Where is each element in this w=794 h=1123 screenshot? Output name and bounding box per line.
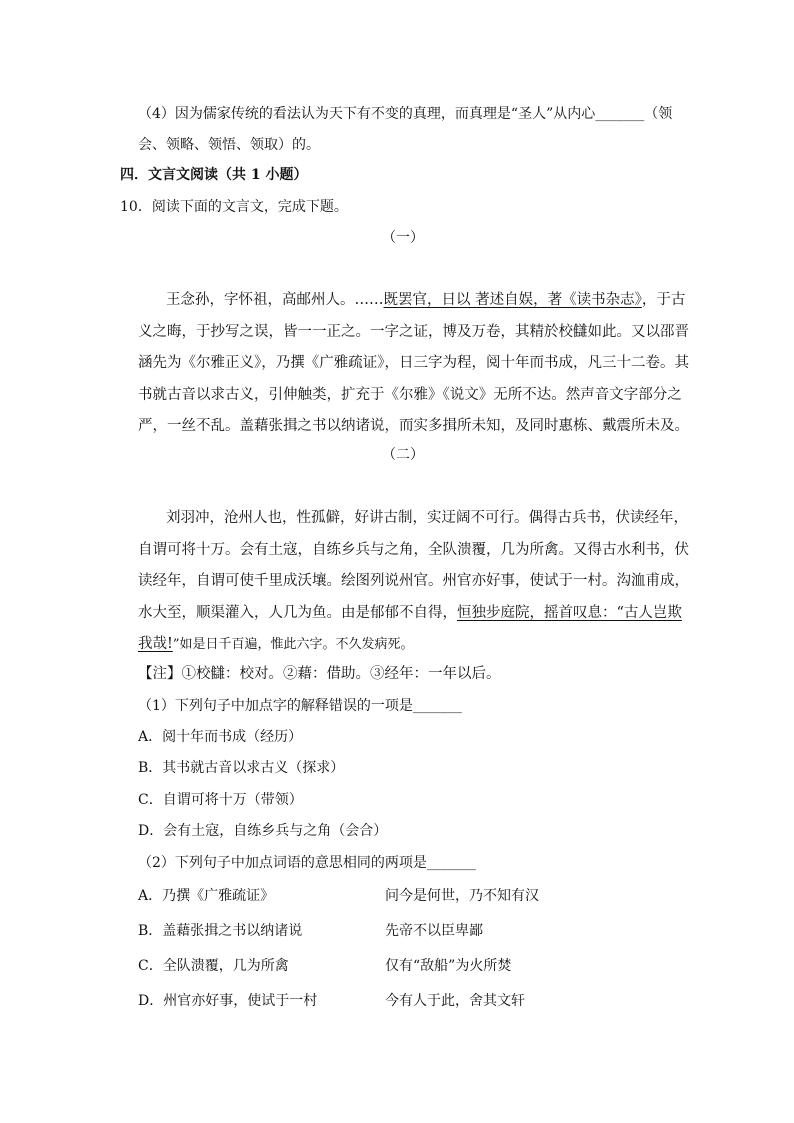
- passage2-line: [138, 598, 682, 630]
- passage2-line: 自谓可将十万。会有土寇，自练乡兵与之角，全队溃覆，几为所禽。又得古水利书，伏: [138, 541, 689, 558]
- underlined-sentence: 我哉!: [138, 636, 173, 652]
- sub2-option-b-right: 先帝不以臣卑鄙: [385, 923, 483, 939]
- passage2-body: [138, 503, 689, 661]
- sub2-option-b-left: B．盖藉张揖之书以纳诸说: [138, 923, 303, 939]
- sub2-option-d-right: 今有人于此，舍其文轩: [385, 993, 525, 1009]
- sub1-option-b: B．其书就古音以求古义（探求）: [138, 760, 345, 776]
- sub2-option-c-right: 仅有“敌船”为火所焚: [385, 958, 512, 974]
- passage2-title: （二）: [382, 447, 424, 463]
- q4-line1: （4）因为儒家传统的看法认为天下有不变的真理，而真理是“圣人”从内心_______（领: [138, 106, 673, 122]
- passage2-line: 读经年，自谓可使千里成沃壤。绘图列说州官。州官亦好事，使试于一村。沟洫甫成，: [138, 573, 689, 589]
- passage2-line: [138, 629, 658, 661]
- passage1-line: [138, 285, 686, 317]
- q4-line2: 会、领略、领悟、领取）的。: [138, 137, 320, 153]
- section-heading: 四．文言文阅读（共 1 小题）: [120, 167, 308, 183]
- sub1-stem: （1）下列句子中加点字的解释错误的一项是_______: [138, 698, 462, 714]
- passage1-text: 王念孙，字怀祖，高邮州人。……: [166, 292, 384, 308]
- sub2-option-a-left: A．乃撰《广雅疏证》: [138, 888, 275, 904]
- passage1-line: 书就古音以求古义，引伸触类，扩充于《尔雅》《说文》无所不达。然声音文字部分之: [138, 386, 682, 403]
- sub2-option-c-left: C．全队溃覆，几为所禽: [138, 958, 289, 974]
- passage1-title: （一）: [382, 230, 424, 246]
- underlined-sentence: 恒独步庭院，摇首叹息：“古人岂欺: [457, 604, 682, 621]
- sub2-stem: （2）下列句子中加点词语的意思相同的两项是_______: [138, 855, 476, 871]
- sub2-option-a-right: 问今是何世，乃不知有汉: [385, 888, 539, 904]
- passage1-text: ，于古: [641, 292, 686, 308]
- passage1-body: [138, 285, 689, 443]
- passage1-line: 义之晦，于抄写之误，皆一一正之。一字之证，博及万卷，其精於校讎如此。又以邵晋: [138, 323, 689, 340]
- passage2-text: ”如是日千百遍，惟此六字。不久发病死。: [172, 637, 414, 652]
- sub1-option-d: D．会有土寇，自练乡兵与之角（会合）: [138, 823, 388, 839]
- passage2-text: 水大至，顺渠灌入，人几为鱼。由是郁郁不自得，: [138, 604, 457, 621]
- sub1-option-a: A．阅十年而书成（经历）: [138, 729, 303, 745]
- passage1-line: 严，一丝不乱。盖藉张揖之书以纳诸说，而实多揖所未知，及同时惠栋、戴震所未及。: [138, 418, 689, 434]
- passage1-line: 涵先为《尔雅正义》，乃撰《广雅疏证》，日三字为程，阅十年而书成，凡三十二卷。其: [138, 355, 689, 371]
- q10-intro: 10．阅读下面的文言文，完成下题。: [120, 199, 348, 215]
- passage2-line: 刘羽冲，沧州人也，性孤僻，好讲古制，实迂阔不可行。偶得古兵书，伏读经年，: [166, 510, 688, 526]
- sub2-option-d-left: D．州官亦好事，使试于一村: [138, 993, 318, 1009]
- underlined-sentence: 既罢官，日以 著述自娱，著《读书杂志》: [383, 292, 642, 308]
- annotation-note: 【注】①校讎：校对。②藉：借助。③经年：一年以后。: [138, 666, 501, 682]
- sub1-option-c: C．自谓可将十万（带领）: [138, 792, 303, 808]
